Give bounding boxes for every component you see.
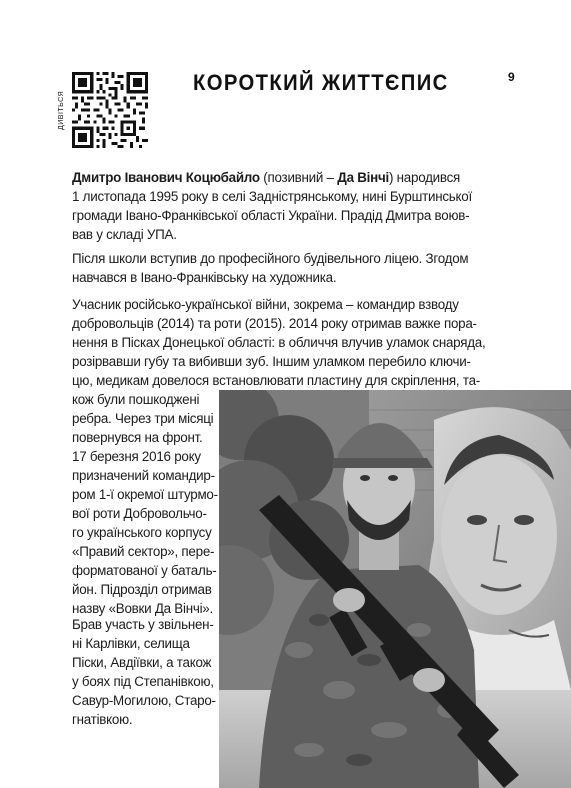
paragraph-line: розірвавши губу та вибивши зуб. Іншим уламком перебило ключи- — [72, 354, 471, 369]
paragraph-line: йон. Підрозділ отримав — [72, 582, 212, 597]
paragraph-line — [72, 168, 472, 187]
paragraph-line: 17 березня 2016 року — [72, 449, 201, 464]
paragraph-line: ні Карлівки, селища — [72, 636, 190, 651]
paragraph-line: ром 1-ї окремої штурмо- — [72, 487, 218, 502]
paragraph-line: «Правий сектор», пере- — [72, 544, 215, 559]
paragraph-line: призначений командир- — [72, 468, 215, 483]
qr-block — [58, 70, 153, 150]
paragraph-line: добровольців (2014) та роти (2015). 2014 року отримав важке пора- — [72, 316, 477, 331]
paragraph-command — [72, 447, 218, 618]
paragraph-education — [72, 249, 468, 287]
paragraph-line: Брав участь у звільнен- — [72, 617, 214, 632]
paragraph-line: 1 листопада 1995 року в селі Задністрянському, нині Бурштинської — [72, 189, 472, 204]
paragraph-line: гнатівкою. — [72, 712, 133, 727]
text-fragment: (позивний – — [259, 170, 338, 185]
paragraph-line: Після школи вступив до професійного будівельного ліцею. Згодом — [72, 251, 469, 266]
paragraph-line: кож були пошкоджені — [72, 392, 200, 407]
paragraph-line: Савур-Могилою, Старо- — [72, 693, 216, 708]
photo-illustration — [219, 390, 571, 788]
paragraph-line: назву «Вовки Да Вінчі». — [72, 601, 213, 616]
paragraph-battles — [72, 615, 216, 729]
paragraph-line: Піски, Авдіївки, а також — [72, 655, 212, 670]
page-title: КОРОТКИЙ ЖИТТЄПИС — [193, 70, 449, 95]
paragraph-line: форматованої у баталь- — [72, 563, 217, 578]
paragraph-line: нення в Пісках Донецької області: в обличчя влучив уламок снаряда, — [72, 335, 486, 350]
paragraph-line: Учасник російсько-української війни, зокрема – командир взводу — [72, 297, 459, 312]
person-name: Дмитро Іванович Коцюбайло — [72, 170, 260, 185]
paragraph-line: навчався в Івано-Франківську на художника. — [72, 270, 337, 285]
page-number: 9 — [508, 70, 515, 84]
qr-code-icon[interactable] — [72, 72, 148, 148]
text-fragment: ) народився — [388, 170, 461, 185]
qr-side-label: ДИВІТЬСЯ — [58, 90, 65, 130]
paragraph-line: ребра. Через три місяці — [72, 411, 214, 426]
soldier-photo — [219, 390, 571, 788]
paragraph-line: повернувся на фронт. — [72, 430, 203, 445]
paragraph-line: вої роти Добровольчо- — [72, 506, 207, 521]
callsign: Да Вінчі — [337, 170, 389, 185]
paragraph-line: у боях під Степанівкою, — [72, 674, 214, 689]
paragraph-line: го українського корпусу — [72, 525, 212, 540]
paragraph-line: вав у складі УПА. — [72, 227, 177, 242]
paragraph-intro — [72, 168, 472, 244]
paragraph-line: цю, медикам довелося встановлювати пластину для скріплення, та- — [72, 373, 481, 388]
paragraph-line: громади Івано-Франківської області України. Прадід Дмитра воюв- — [72, 208, 470, 223]
